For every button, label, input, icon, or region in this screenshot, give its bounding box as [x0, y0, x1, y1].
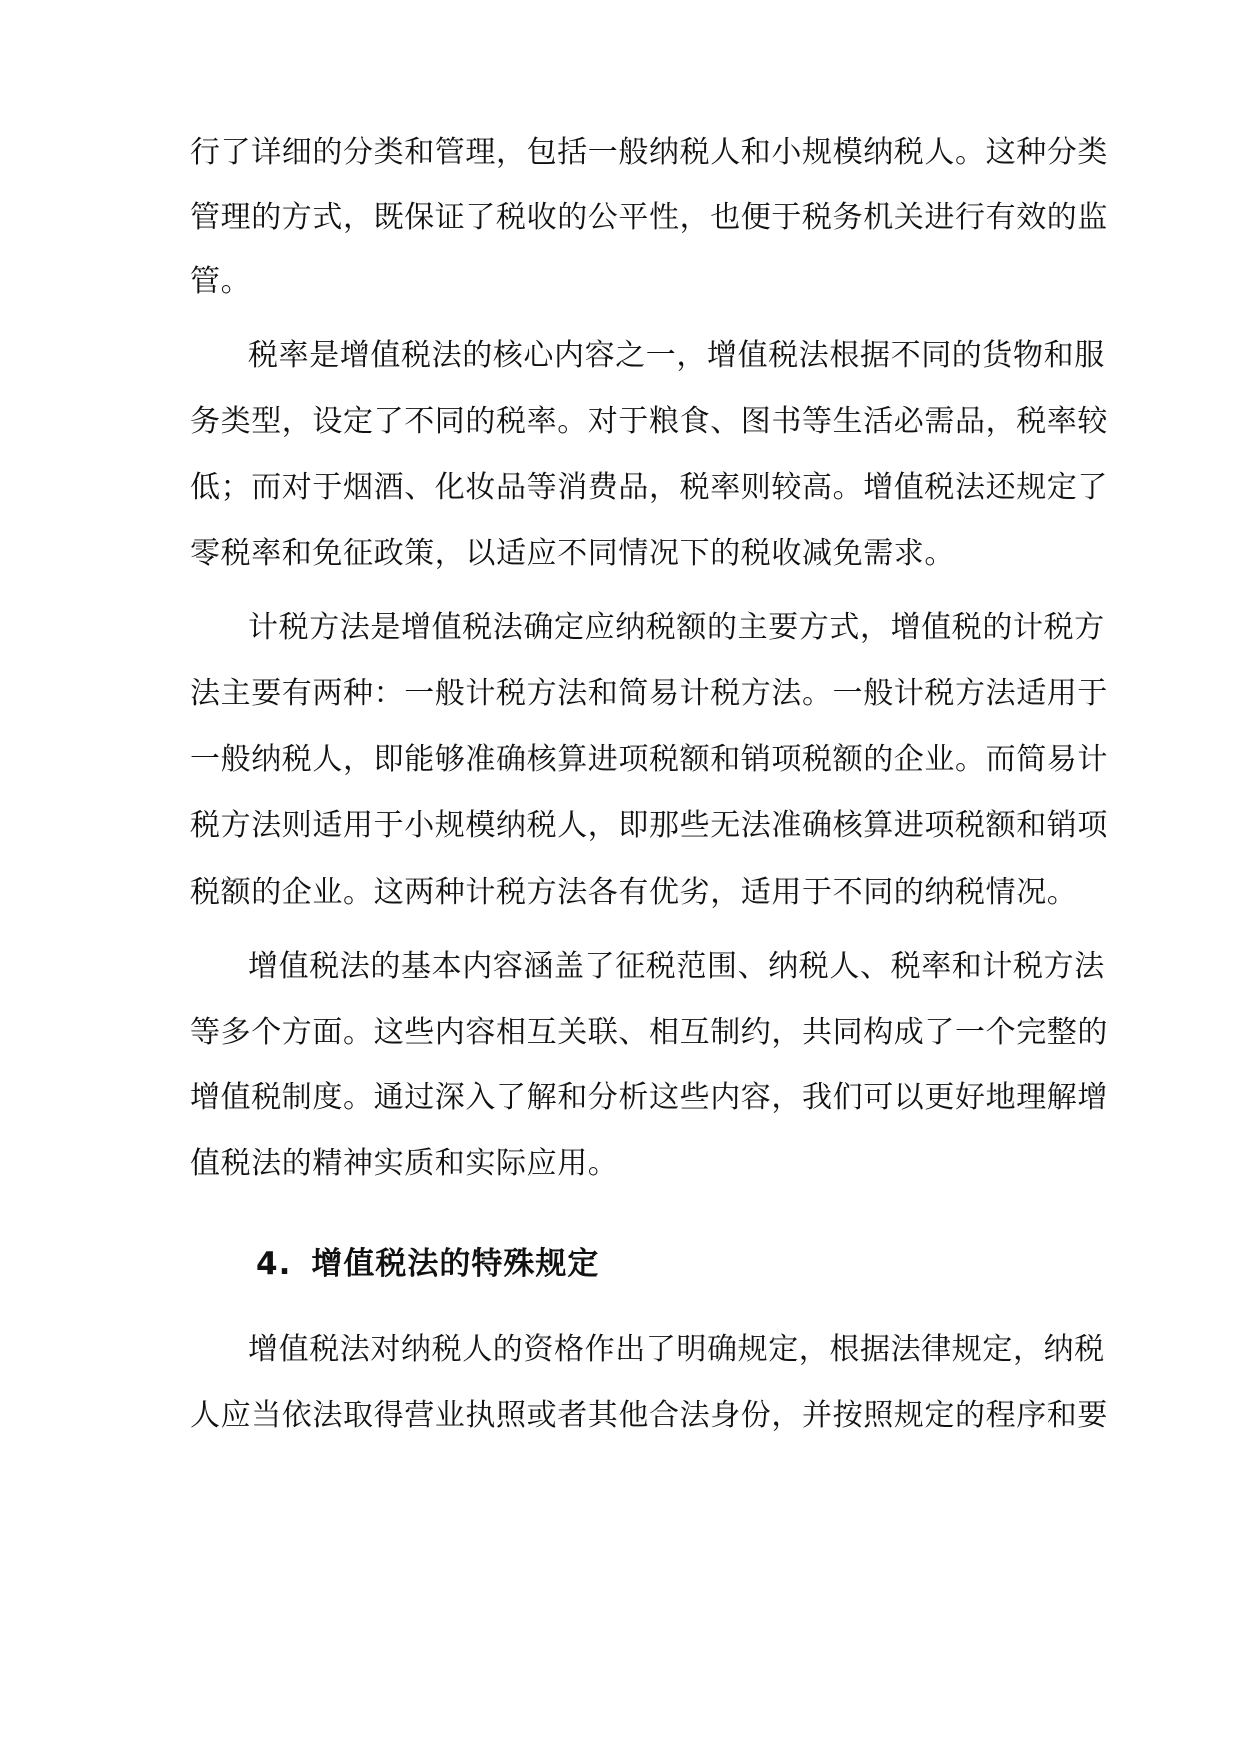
section-heading	[256, 1244, 599, 1284]
paragraph-line: 人应当依法取得营业执照或者其他合法身份，并按照规定的程序和要	[190, 1398, 1108, 1433]
paragraph-line: 税率是增值税法的核心内容之一，增值税法根据不同的货物和服	[248, 338, 1105, 373]
section-number: 4.	[256, 1246, 292, 1282]
paragraph-line: 一般纳税人，即能够准确核算进项税额和销项税额的企业。而简易计	[190, 742, 1108, 777]
paragraph-line: 管理的方式，既保证了税收的公平性，也便于税务机关进行有效的监	[190, 200, 1108, 235]
paragraph-line: 税额的企业。这两种计税方法各有优劣，适用于不同的纳税情况。	[190, 875, 1078, 910]
paragraph-line: 等多个方面。这些内容相互关联、相互制约，共同构成了一个完整的	[190, 1015, 1108, 1050]
paragraph-line: 值税法的精神实质和实际应用。	[190, 1146, 619, 1181]
paragraph-line: 管。	[190, 264, 252, 299]
paragraph-line: 增值税制度。通过深入了解和分析这些内容，我们可以更好地理解增	[190, 1080, 1108, 1115]
paragraph-line: 零税率和免征政策，以适应不同情况下的税收减免需求。	[190, 536, 955, 571]
paragraph-line: 增值税法对纳税人的资格作出了明确规定，根据法律规定，纳税	[248, 1332, 1105, 1367]
paragraph-line: 税方法则适用于小规模纳税人，即那些无法准确核算进项税额和销项	[190, 808, 1108, 843]
section-title: 增值税法的特殊规定	[311, 1246, 600, 1282]
paragraph-line: 计税方法是增值税法确定应纳税额的主要方式，增值税的计税方	[248, 610, 1105, 645]
paragraph-line: 增值税法的基本内容涵盖了征税范围、纳税人、税率和计税方法	[248, 949, 1105, 984]
paragraph-line: 法主要有两种：一般计税方法和简易计税方法。一般计税方法适用于	[190, 676, 1108, 711]
paragraph-line: 低；而对于烟酒、化妆品等消费品，税率则较高。增值税法还规定了	[190, 470, 1108, 505]
paragraph-line: 务类型，设定了不同的税率。对于粮食、图书等生活必需品，税率较	[190, 404, 1108, 439]
paragraph-line: 行了详细的分类和管理，包括一般纳税人和小规模纳税人。这种分类	[190, 135, 1108, 170]
